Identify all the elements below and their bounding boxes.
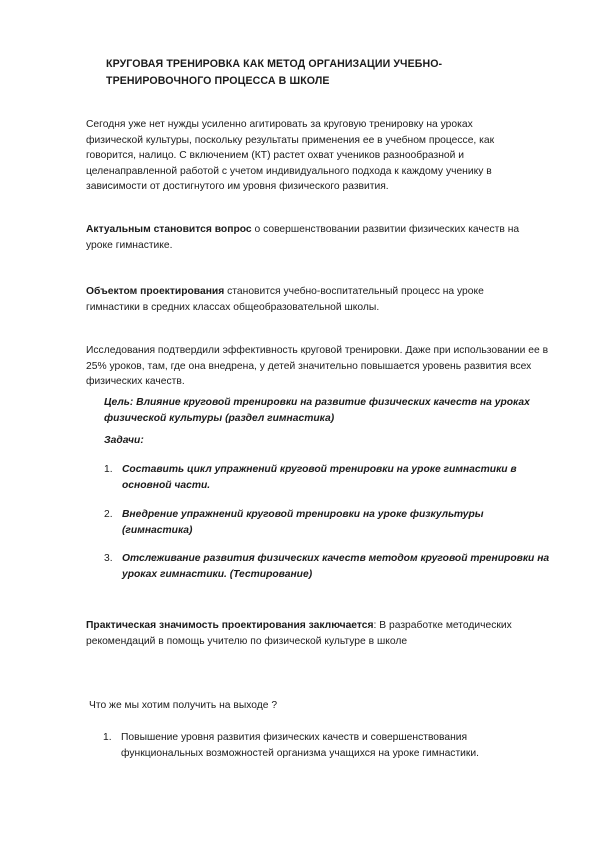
outcome-number: 1. xyxy=(103,732,112,743)
actuality-paragraph xyxy=(86,222,548,253)
actuality-label: Актуальным становится вопрос xyxy=(86,224,252,235)
task-text: Внедрение упражнений круговой тренировки на уроке физкультуры (гимнастика) xyxy=(122,509,484,536)
actuality-text: о совершенствовании развитии физических качеств на уроке гимнастике. xyxy=(86,224,520,251)
task-item xyxy=(104,507,544,539)
practical-label: Практическая значимость проектирования заключается xyxy=(86,620,374,631)
object-text: становится учебно-воспитательный процесс на уроке гимнастики в средних классах общеобразовательной школы. xyxy=(86,286,484,313)
task-number: 2. xyxy=(104,509,113,520)
practical-text: : В разработке методических рекомендаций в помощь учителю по физической культуре в школе xyxy=(86,620,512,647)
task-number: 3. xyxy=(104,553,113,564)
goal-paragraph: Цель: Влияние круговой тренировки на развитие физических качеств на уроках физической культуры (раздел гимнастика) xyxy=(104,397,530,424)
document-title: КРУГОВАЯ ТРЕНИРОВКА КАК МЕТОД ОРГАНИЗАЦИИ УЧЕБНО-ТРЕНИРОВОЧНОГО ПРОЦЕССА В ШКОЛЕ xyxy=(106,58,443,87)
outcome-item xyxy=(103,730,523,762)
intro-paragraph: Сегодня уже нет нужды усиленно агитировать за круговую тренировку на уроках физической культуры, поскольку результаты применения ее в учебном процессе, как говорится, налицо. С включением (КТ) растет охват учеников разнообразной и целенаправленной работой с учетом индивидуального подхода к каждому ученику в зависимости от достигнутого им уровня физического развития. xyxy=(86,119,495,192)
outcome-text: Повышение уровня развития физических качеств и совершенствования функциональных возможностей организма учащихся на уроке гимнастики. xyxy=(121,732,480,759)
tasks-label: Задачи: xyxy=(104,435,144,446)
practical-paragraph xyxy=(86,618,536,649)
object-label: Объектом проектирования xyxy=(86,286,225,297)
task-text: Отслеживание развития физических качеств методом круговой тренировки на уроках гимнастики. (Тестирование) xyxy=(122,553,550,580)
task-item xyxy=(104,462,544,494)
task-text: Составить цикл упражнений круговой тренировки на уроке гимнастики в основной части. xyxy=(122,464,517,491)
research-paragraph: Исследования подтвердили эффективность круговой тренировки. Даже при использовании ее в 25% уроков, там, где она внедрена, у детей значительно повышается уровень развития всех физических качеств. xyxy=(86,345,549,387)
object-paragraph xyxy=(86,284,526,315)
question-line: Что же мы хотим получить на выходе ? xyxy=(89,700,278,711)
task-number: 1. xyxy=(104,464,113,475)
task-item xyxy=(104,551,554,583)
